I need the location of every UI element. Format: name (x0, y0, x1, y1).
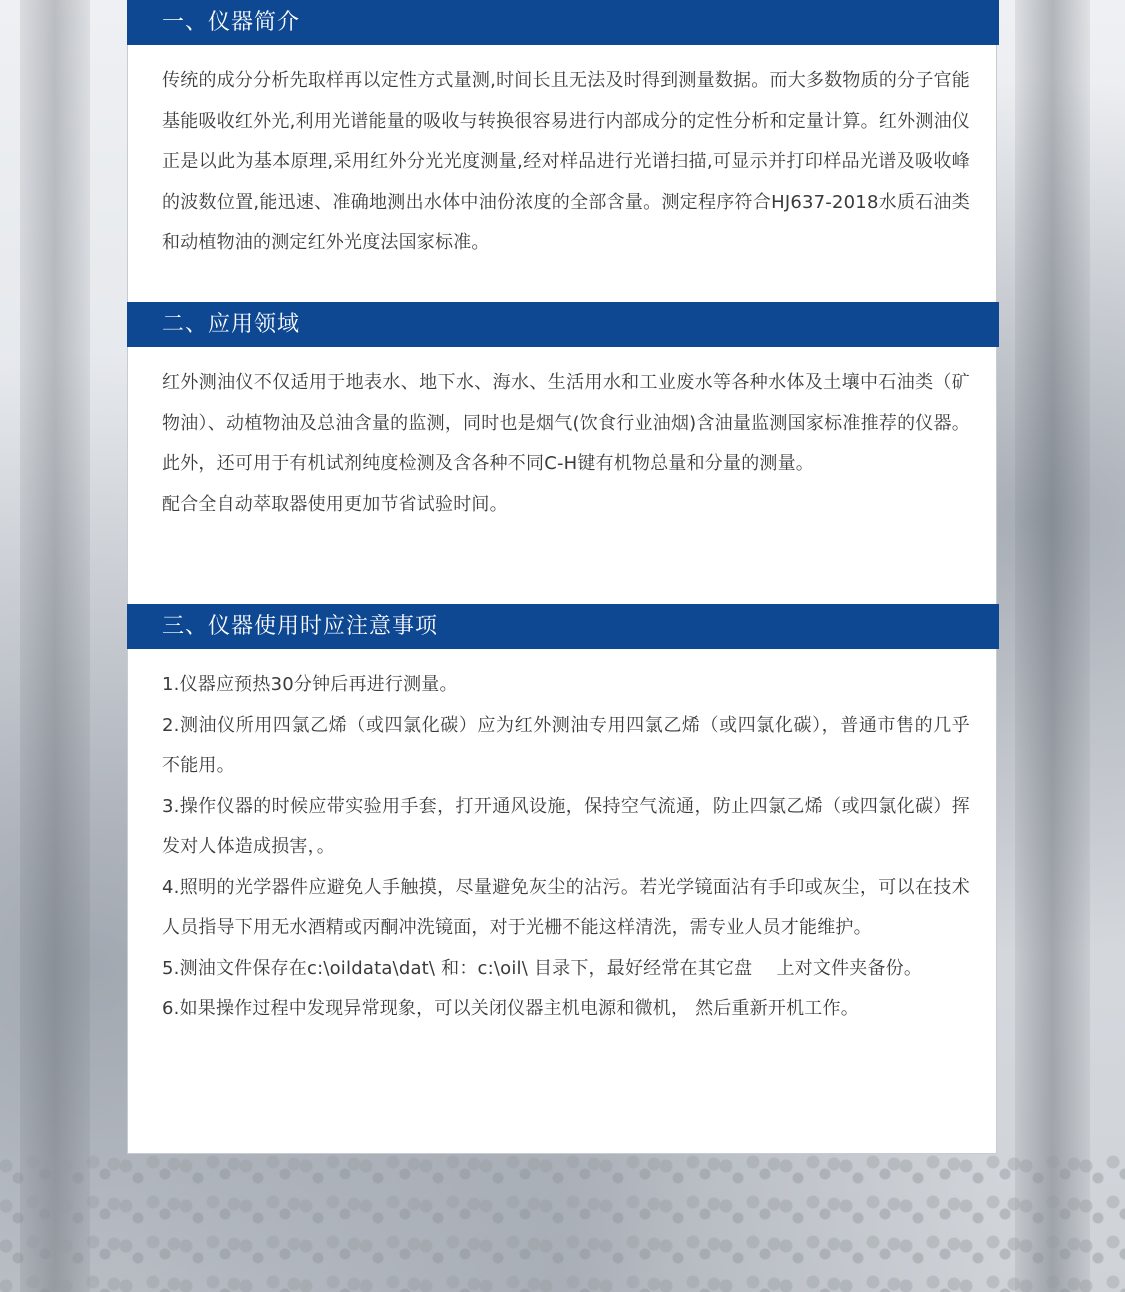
paragraph: 传统的成分分析先取样再以定性方式量测,时间长且无法及时得到测量数据。而大多数物质的分子官能基能吸收红外光,利用光谱能量的吸收与转换很容易进行内部成分的定性分析和定量计算。红外测油仪正是以此为基本原理,采用红外分光光度测量,经对样品进行光谱扫描,可显示并打印样品光谱及吸收峰的波数位置,能迅速、准确地测出水体中油份浓度的全部含量。测定程序符合HJ637-2018水质石油类和动植物油的测定红外光度法国家标准。 (162, 70, 970, 253)
precaution-item: 5.测油文件保存在c:\oildata\dat\ 和：c:\oil\ 目录下，最好经常在其它盘 上对文件夹备份。 (162, 957, 923, 979)
section-body-intro (162, 61, 970, 264)
section-header-precautions (127, 604, 999, 649)
precaution-item: 6.如果操作过程中发现异常现象，可以关闭仪器主机电源和微机， 然后重新开机工作。 (162, 998, 859, 1019)
section-title: 二、应用领域 (162, 312, 301, 337)
precaution-item: 1.仪器应预热30分钟后再进行测量。 (162, 674, 458, 695)
background-chimney-right (1015, 0, 1090, 1292)
section-title: 三、仪器使用时应注意事项 (162, 614, 439, 639)
section-body-applications (162, 363, 970, 525)
content-panel (127, 0, 997, 1154)
section-header-applications (127, 302, 999, 347)
section-header-intro (127, 0, 999, 45)
background-chimney-left (20, 0, 90, 1292)
paragraph: 配合全自动萃取器使用更加节省试验时间。 (162, 493, 508, 515)
paragraph: 红外测油仪不仅适用于地表水、地下水、海水、生活用水和工业废水等各种水体及土壤中石油类（矿物油）、动植物油及总油含量的监测，同时也是烟气(饮食行业油烟)含油量监测国家标准推荐的仪器。此外，还可用于有机试剂纯度检测及含各种不同C-H键有机物总量和分量的测量。 (162, 372, 970, 474)
section-body-precautions (162, 665, 970, 1030)
precaution-item: 2.测油仪所用四氯乙烯（或四氯化碳）应为红外测油专用四氯乙烯（或四氯化碳），普通市售的几乎不能用。 (162, 714, 970, 776)
precaution-item: 3.操作仪器的时候应带实验用手套，打开通风设施，保持空气流通，防止四氯乙烯（或四氯化碳）挥发对人体造成损害，。 (162, 795, 970, 857)
section-title: 一、仪器简介 (162, 10, 301, 35)
background-foliage (0, 1150, 1125, 1292)
precaution-item: 4.照明的光学器件应避免人手触摸，尽量避免灰尘的沾污。若光学镜面沾有手印或灰尘，可以在技术人员指导下用无水酒精或丙酮冲洗镜面，对于光栅不能这样清洗，需专业人员才能维护。 (162, 876, 970, 938)
